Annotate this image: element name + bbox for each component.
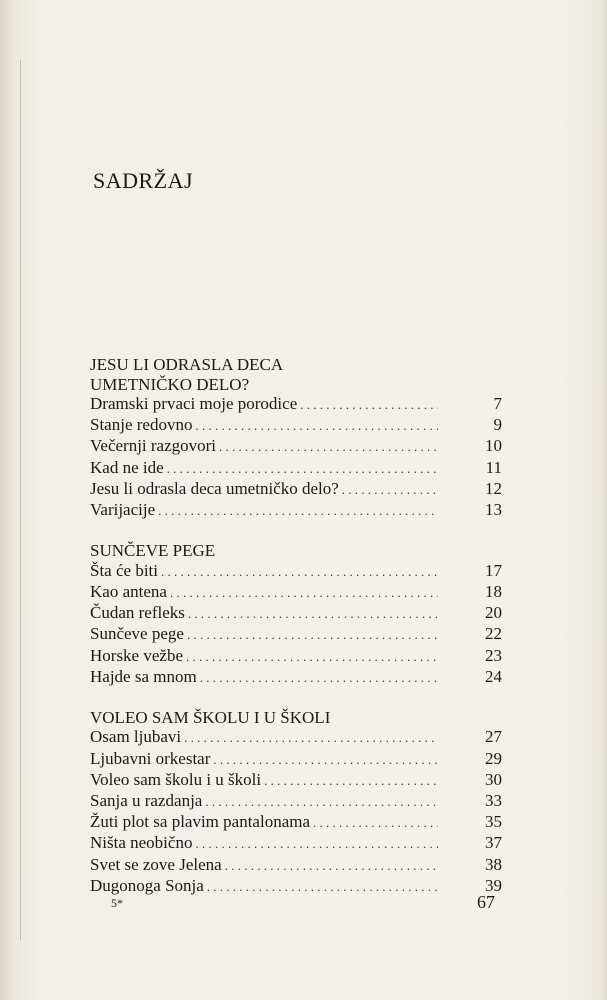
toc-entry-title: Dramski prvaci moje porodice	[90, 394, 298, 413]
toc-entry-page: 37	[485, 833, 502, 853]
dot-leader	[158, 501, 438, 521]
toc-section	[90, 541, 502, 688]
dot-leader	[205, 792, 438, 812]
toc-entry-page: 13	[485, 500, 502, 520]
dot-leader	[200, 668, 438, 688]
toc-entry-page: 23	[485, 645, 502, 665]
dot-leader	[195, 834, 438, 854]
toc-entry-page: 10	[485, 436, 502, 456]
dot-leader	[170, 583, 438, 603]
toc-entry	[90, 458, 502, 479]
toc-entry-title: Sanja u razdanja	[90, 791, 203, 811]
toc-entry-title: Čudan refleks	[90, 603, 185, 623]
dot-leader	[342, 480, 438, 500]
toc-section-title: JESU LI ODRASLA DECA UMETNIČKO DELO?	[90, 355, 283, 394]
toc-entry-title: Dugonoga Sonja	[90, 875, 204, 895]
toc-entry	[90, 436, 502, 457]
toc-entry	[90, 500, 502, 521]
toc-entry	[90, 479, 502, 500]
toc-entry-page: 35	[485, 812, 502, 832]
toc-entry	[90, 624, 502, 645]
toc-entry-page: 33	[485, 791, 502, 811]
toc-entry-title: Šta će biti	[90, 560, 158, 580]
toc-entry-title: Stanje redovno	[90, 415, 193, 435]
toc-entry-page: 39	[485, 875, 502, 895]
toc-entry-title: Osam ljubavi	[90, 727, 182, 747]
toc-section-title: VOLEO SAM ŠKOLU I U ŠKOLI	[90, 707, 331, 727]
toc-entry-title: Svet se zove Jelena	[90, 854, 222, 874]
toc-entry-title: Sunčeve pege	[90, 624, 184, 644]
dot-leader	[188, 604, 438, 624]
toc-entry-title: Voleo sam školu i u školi	[90, 769, 262, 789]
dot-leader	[187, 625, 438, 645]
toc-entry	[90, 876, 502, 897]
toc-entry-page: 38	[485, 854, 502, 874]
toc-entry-title: Kao antena	[90, 581, 167, 601]
toc-entry-title: Ništa neobično	[90, 833, 193, 853]
toc-entry	[90, 812, 502, 833]
dot-leader	[300, 395, 438, 415]
toc-entry-page: 24	[485, 666, 502, 686]
toc-entry-title: Hajde sa mnom	[90, 666, 197, 686]
toc-entry-page: 27	[485, 727, 502, 747]
toc-entry-page: 18	[485, 581, 502, 601]
toc-entry	[90, 727, 502, 748]
toc-entry	[90, 791, 502, 812]
toc-entry	[90, 667, 502, 688]
toc-entry-title: Horske vežbe	[90, 645, 183, 665]
page-title: SADRŽAJ	[93, 168, 194, 193]
dot-leader	[207, 877, 438, 897]
toc-entry-title: Žuti plot sa plavim pantalonama	[90, 812, 311, 832]
toc-entry	[90, 603, 502, 624]
toc-section	[90, 355, 502, 521]
toc-entry-title: Jesu li odrasla deca umetničko delo?	[90, 478, 339, 498]
toc-entry-title: Kad ne ide	[90, 457, 164, 477]
toc-entry	[90, 394, 502, 415]
dot-leader	[219, 437, 438, 457]
toc-entry	[90, 855, 502, 876]
dot-leader	[161, 562, 438, 582]
toc-entry-page: 9	[493, 415, 502, 435]
toc-section-title: SUNČEVE PEGE	[90, 541, 216, 561]
toc-entry	[90, 415, 502, 436]
toc-entry-title: Večernji razgovori	[90, 436, 217, 456]
dot-leader	[264, 771, 438, 791]
toc-entry-page: 30	[485, 769, 502, 789]
toc-entry-title: Ljubavni orkestar	[90, 748, 211, 768]
dot-leader	[313, 813, 438, 833]
toc-entry	[90, 561, 502, 582]
toc-entry-page: 17	[485, 560, 502, 580]
dot-leader	[184, 728, 438, 748]
table-of-contents	[90, 355, 502, 917]
toc-entry	[90, 770, 502, 791]
printer-signature-mark: 5*	[111, 896, 123, 910]
toc-entry-title: Varijacije	[90, 500, 156, 520]
toc-entry-page: 20	[485, 603, 502, 623]
page-number: 67	[477, 892, 495, 912]
dot-leader	[167, 459, 438, 479]
toc-section	[90, 708, 502, 897]
toc-entry	[90, 749, 502, 770]
toc-entry-page: 29	[485, 748, 502, 768]
toc-entry-page: 7	[493, 394, 502, 413]
toc-entry	[90, 833, 502, 854]
dot-leader	[186, 647, 438, 667]
toc-entry-page: 11	[485, 457, 502, 477]
toc-entry	[90, 646, 502, 667]
dot-leader	[213, 750, 438, 770]
toc-entry-page: 22	[485, 624, 502, 644]
toc-entry-page: 12	[485, 478, 502, 498]
toc-entry	[90, 582, 502, 603]
dot-leader	[195, 416, 438, 436]
binding-edge	[20, 60, 21, 940]
dot-leader	[225, 856, 438, 876]
